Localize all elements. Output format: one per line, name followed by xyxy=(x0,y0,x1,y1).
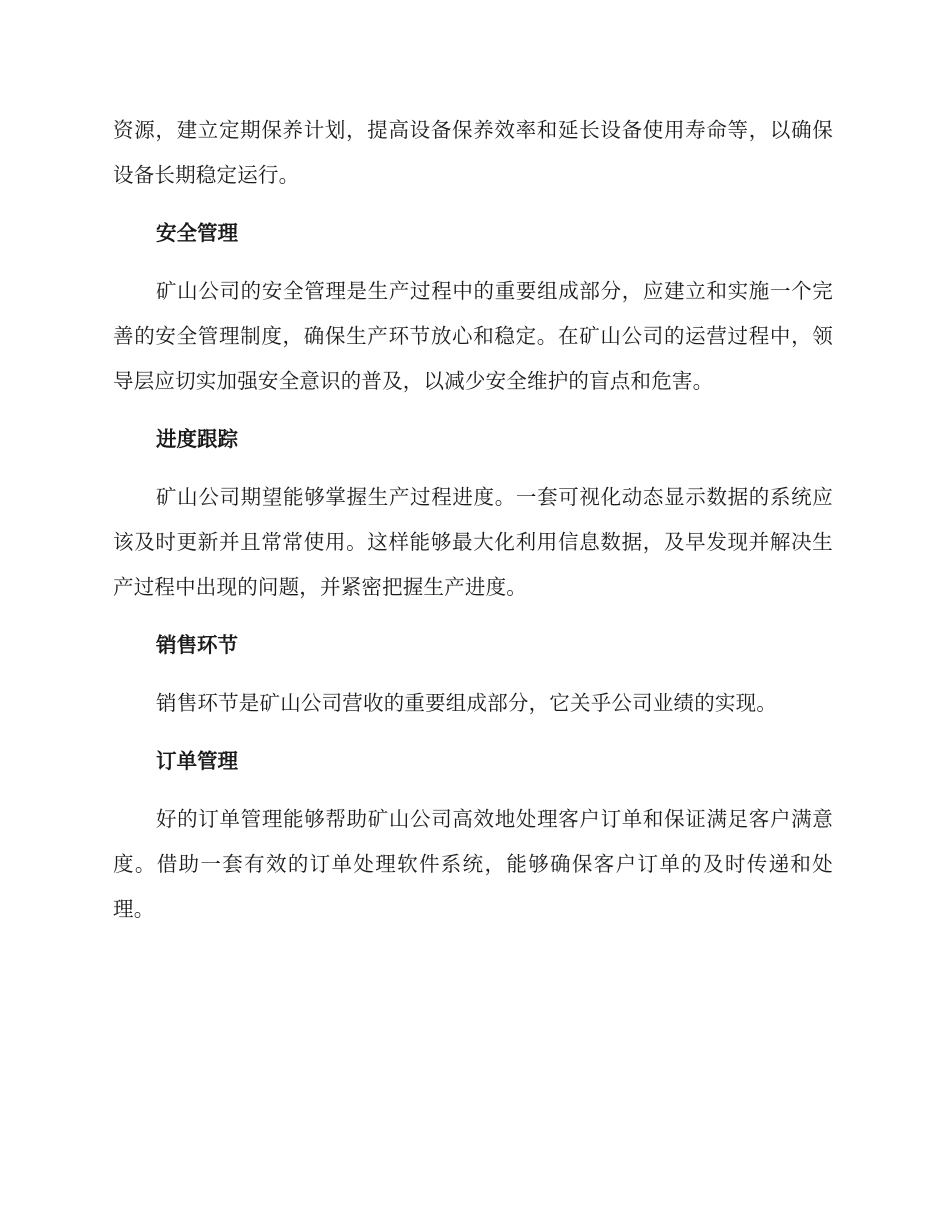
paragraph-safety: 矿山公司的安全管理是生产过程中的重要组成部分，应建立和实施一个完善的安全管理制度，确保生产环节放心和稳定。在矿山公司的运营过程中，领导层应切实加强安全意识的普及，以减少安全维护的盲点和危害。 xyxy=(113,279,833,393)
paragraph-sales: 销售环节是矿山公司营收的重要组成部分，它关乎公司业绩的实现。 xyxy=(156,691,777,715)
section-heading-orders: 订单管理 xyxy=(156,749,238,773)
document-page xyxy=(113,108,833,945)
section-heading-progress: 进度跟踪 xyxy=(156,427,238,451)
paragraph-progress: 矿山公司期望能够掌握生产过程进度。一套可视化动态显示数据的系统应该及时更新并且常常使用。这样能够最大化利用信息数据，及早发现并解决生产过程中出现的问题，并紧密把握生产进度。 xyxy=(113,485,833,599)
section-heading-sales: 销售环节 xyxy=(156,633,238,657)
section-heading-safety: 安全管理 xyxy=(156,221,238,245)
continued-paragraph: 资源，建立定期保养计划，提高设备保养效率和延长设备使用寿命等，以确保设备长期稳定运行。 xyxy=(113,118,833,187)
paragraph-orders: 好的订单管理能够帮助矿山公司高效地处理客户订单和保证满足客户满意度。借助一套有效的订单处理软件系统，能够确保客户订单的及时传递和处理。 xyxy=(113,807,833,921)
